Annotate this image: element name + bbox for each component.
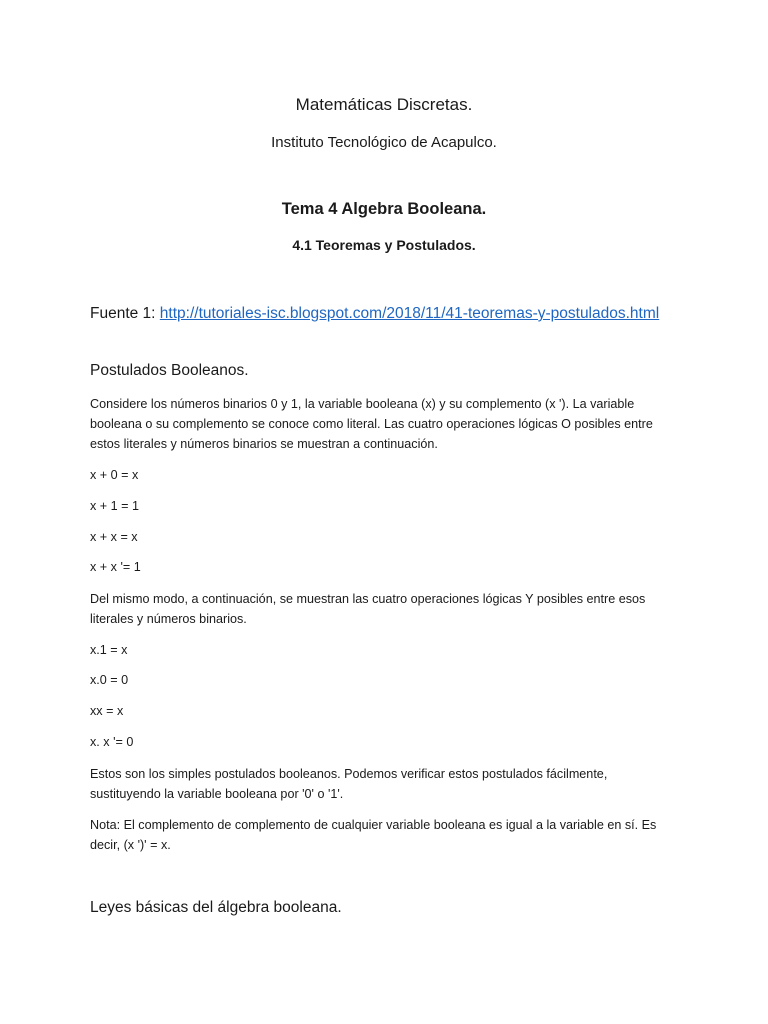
source-label: Fuente 1:	[90, 305, 160, 322]
and-postulate: x. x '= 0	[90, 735, 134, 749]
paragraph-verification: Estos son los simples postulados booleanos. Podemos verificar estos postulados fácilmente, sustituyendo la variable booleana por '0' o '1'.	[90, 767, 608, 801]
source-link[interactable]: http://tutoriales-isc.blogspot.com/2018/11/41-teoremas-y-postulados.html	[159, 305, 660, 322]
or-postulate: x + x = x	[90, 530, 138, 544]
topic-heading: Tema 4 Algebra Booleana.	[281, 200, 487, 218]
paragraph-and-intro: Del mismo modo, a continuación, se muestran las cuatro operaciones lógicas Y posibles entre esos literales y números binarios.	[90, 592, 646, 626]
and-postulate: xx = x	[90, 704, 124, 718]
or-postulate: x + 1 = 1	[90, 499, 140, 513]
section-heading-leyes: Leyes básicas del álgebra booleana.	[90, 899, 342, 916]
source-line	[90, 302, 680, 325]
subtopic-heading: 4.1 Teoremas y Postulados.	[292, 237, 476, 253]
or-postulate: x + x '= 1	[90, 560, 141, 574]
institution-name: Instituto Tecnológico de Acapulco.	[271, 134, 497, 151]
and-postulate: x.0 = 0	[90, 673, 129, 687]
and-postulate: x.1 = x	[90, 643, 128, 657]
document-title: Matemáticas Discretas.	[295, 95, 473, 114]
paragraph-note: Nota: El complemento de complemento de cualquier variable booleana es igual a la variable en sí. Es decir, (x ')' = x.	[90, 818, 657, 852]
or-postulate: x + 0 = x	[90, 468, 139, 482]
section-heading-postulados: Postulados Booleanos.	[90, 362, 249, 379]
paragraph-intro: Considere los números binarios 0 y 1, la variable booleana (x) y su complemento (x '). La variable booleana o su complemento se conoce como literal. Las cuatro operaciones lógicas O posibles entre estos literales y números binarios se muestran a continuación.	[90, 397, 653, 451]
